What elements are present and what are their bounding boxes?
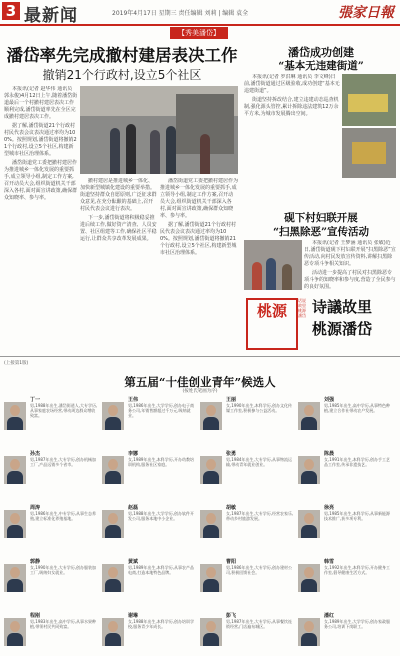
section-title: 最新闻 — [24, 6, 78, 26]
candidate-card — [4, 558, 98, 610]
candidate-card — [200, 504, 294, 556]
candidate-portrait — [298, 402, 320, 430]
candidate-portrait — [4, 564, 26, 592]
candidate-name: 孙杰 — [30, 451, 41, 457]
candidate-portrait — [298, 618, 320, 646]
candidate-portrait — [102, 564, 124, 592]
candidate-portrait — [4, 456, 26, 484]
publicity-event-photo — [244, 240, 302, 290]
candidate-name: 郭静 — [30, 559, 41, 565]
continued-note: (上接第1版) — [4, 361, 29, 366]
candidate-bio: 男,1989年出生,本科学历,从事农产品电商,打造本地特色品牌。 — [128, 565, 194, 575]
right-headline-1b: “基本无违建街道” — [278, 60, 364, 72]
candidate-name: 张勇 — [226, 451, 237, 457]
newspaper-logo: 張家日報 — [338, 5, 394, 21]
right-headline-2b: “扫黑除恶”宣传活动 — [272, 226, 370, 238]
right-paragraph: 本报讯(记者 王梦涵 通讯员 张敏)近日,潘岱街道砚下村妇联开展“扫黑除恶”宣传活动,向村民发放宣传资料,讲解扫黑除恶专项斗争相关知识。 — [304, 240, 396, 267]
candidate-portrait — [200, 510, 222, 538]
page-header — [0, 0, 400, 26]
main-paragraph: 本报讯(记者 赵华伟 通讯员 郭永俊)4月12日上午,随着潘岱街道最后一个村撤村建居表决工作顺利完成,潘岱街道率先在全区完成撤村建居表决工作。 — [4, 86, 78, 120]
candidate-bio: 女,1990年出生,本科学历,创办文化传媒工作室,积极参与公益活动。 — [226, 403, 292, 413]
candidate-card — [102, 396, 196, 448]
candidate-bio: 女,1992年出生,本科学历,开办健身工作室,倡导健康生活方式。 — [324, 565, 390, 575]
main-paragraph: 据了解,潘岱街道21个行政村村民代表会议表决通过率均为100%。按照规划,潘岱街道将撤销21个行政村,设立5个社区,构建新型城市社区治理体系。 — [160, 222, 237, 256]
candidate-bio: 男,1987年出生,大专学历,创办机械加工厂,产品远销多个省市。 — [30, 457, 96, 467]
red-seal-stamp — [246, 298, 298, 350]
candidate-name: 王伟 — [128, 397, 139, 403]
candidate-card — [102, 558, 196, 610]
candidate-bio: 男,1986年出生,大专学历,创办建材公司,积极回馈社会。 — [226, 565, 292, 575]
main-paragraph: 撤村建居是推进城乡一体化、加快新型城镇化建设的重要举措。街道坚持群众自愿原则,广泛征求群众意见,在充分酝酿的基础上,召开村民代表会议进行表决。 — [80, 178, 157, 212]
right-paragraph: 本报讯(记者 罗洪琳 通讯员 李文峰)日前,潘岱街道通过区级验收,成功创建“基本无违建街道”。 — [244, 74, 340, 94]
candidate-card — [298, 504, 392, 556]
candidate-name: 胡敏 — [226, 505, 237, 511]
right-story-2-text — [304, 240, 396, 292]
main-headline: 潘岱率先完成撤村建居表决工作 — [6, 46, 238, 65]
candidate-bio: 女,1989年出生,大学学历,创办家政服务公司,培训下岗职工。 — [324, 619, 390, 629]
right-headline-1a: 潘岱成功创建 — [288, 46, 354, 59]
candidate-card — [298, 612, 392, 664]
candidate-card — [4, 396, 98, 448]
candidate-name: 李娜 — [128, 451, 139, 457]
candidate-portrait — [200, 618, 222, 646]
column-tag: 【秀美潘岱】 — [170, 27, 228, 39]
right-paragraph: 街道坚持拆改结合,建立违建动态巡查机制,强化源头管控,累计拆除违法建筑12万余平方米,为城市发展腾出空间。 — [244, 97, 339, 117]
stamp-text: 桃源 — [256, 302, 287, 320]
candidate-card — [298, 396, 392, 448]
candidate-name: 陈晨 — [324, 451, 335, 457]
candidate-portrait — [200, 456, 222, 484]
candidate-bio: 女,1990年出生,大专学历,创办服装加工厂,吸纳妇女就业。 — [30, 565, 96, 575]
page-number: 3 — [2, 2, 20, 20]
candidate-bio: 男,1985年出生,高中学历,从事特色种植,建立合作社带动农户发展。 — [324, 403, 390, 413]
candidate-name: 彭飞 — [226, 613, 237, 619]
candidate-name: 潘红 — [324, 613, 335, 619]
main-paragraph: 据了解,潘岱街道21个行政村村民代表会议表决通过率均为100%。按照规划,潘岱街道将撤销21个行政村,设立5个社区,构建新型城市社区治理体系。 — [4, 123, 77, 157]
candidate-portrait — [298, 564, 320, 592]
candidate-card — [102, 504, 196, 556]
candidate-portrait — [102, 618, 124, 646]
promo-slogan — [312, 296, 372, 340]
candidate-name: 丁一 — [30, 397, 41, 403]
candidate-card — [200, 450, 294, 502]
candidates-title: 第五届“十佳创业青年”候选人 — [124, 375, 276, 389]
candidate-card — [4, 504, 98, 556]
candidate-name: 曹阳 — [226, 559, 237, 565]
main-story-column-3 — [160, 178, 238, 322]
candidate-portrait — [102, 510, 124, 538]
candidate-name: 赵磊 — [128, 505, 139, 511]
candidate-portrait — [200, 564, 222, 592]
candidate-bio: 女,1987年出生,大专学历,经营农家乐,带动乡村旅游发展。 — [226, 511, 294, 521]
candidate-bio: 女,1989年出生,本科学历,开办幼教培训机构,服务社区家庭。 — [128, 457, 194, 467]
candidate-bio: 男,1984年出生,大专学历,从事物流运输,带动青年就业创业。 — [226, 457, 292, 467]
main-paragraph: 下一步,潘岱街道将积极稳妥推进后续工作,做好资产清查、人员安置、社区组建等工作,确保社区平稳运行,让群众共享改革发展成果。 — [80, 215, 157, 242]
candidate-bio: 男,1988年出生,大学学历,创办软件开发公司,服务本地中小企业。 — [128, 511, 194, 521]
candidate-card — [298, 558, 392, 610]
candidate-bio: 男,1987年出生,大专学历,从事餐饮连锁经营,门店遍布城区。 — [226, 619, 292, 629]
candidate-card — [200, 612, 294, 664]
candidates-subtitle: (按姓氏笔画为序) — [182, 389, 218, 394]
candidate-name: 刘强 — [324, 397, 335, 403]
main-story-photo — [80, 86, 238, 174]
candidate-bio: 男,1985年出生,本科学历,从事新能源技术推广,获多项专利。 — [324, 511, 390, 521]
slogan-line-1: 诗議故里 — [312, 298, 373, 316]
candidate-portrait — [4, 510, 26, 538]
candidate-bio: 女,1991年出生,本科学历,创办手工艺品工作室,传承非遗技艺。 — [324, 457, 390, 467]
stamp-side-text: 话说故里桃源潘岱 — [298, 298, 306, 318]
candidate-card — [4, 450, 98, 502]
main-story-column-1 — [4, 86, 78, 322]
candidate-bio: 男,1986年出生,大学学历,创办电子商务公司,年销售额超过千万元,吸纳就业。 — [128, 403, 194, 418]
slogan-line-2: 桃源潘岱 — [312, 320, 373, 338]
candidate-bio: 男,1988年出生,潘岱街道人,大专学历,从事家庭农场经营,带动周边群众增收致富。 — [30, 403, 98, 418]
candidate-card — [102, 612, 196, 664]
main-story-column-2 — [80, 178, 157, 322]
candidate-name: 徐亮 — [324, 505, 335, 511]
candidate-name: 韩雪 — [324, 559, 335, 565]
main-paragraph: 潘岱街道党工委把撤村建居作为推进城乡一体化发展的重要抓手,成立领导小组,制定工作方案,召开动员大会,组织街道机关干部深入各村,面对面宣讲政策,确保群众知晓率、参与率。 — [4, 160, 78, 201]
candidate-name: 黄斌 — [128, 559, 139, 565]
candidate-portrait — [102, 402, 124, 430]
main-paragraph: 潘岱街道党工委把撤村建居作为推进城乡一体化发展的重要抓手,成立领导小组,制定工作方案,召开动员大会,组织街道机关干部深入各村,面对面宣讲政策,确保群众知晓率、参与率。 — [160, 178, 238, 219]
candidate-portrait — [4, 618, 26, 646]
right-story-1-text — [244, 74, 340, 198]
candidate-portrait — [298, 510, 320, 538]
candidate-card — [200, 396, 294, 448]
candidate-portrait — [298, 456, 320, 484]
section-divider — [0, 356, 400, 357]
candidate-card — [102, 450, 196, 502]
candidate-card — [200, 558, 294, 610]
candidate-card — [298, 450, 392, 502]
candidate-portrait — [102, 456, 124, 484]
candidate-name: 王丽 — [226, 397, 237, 403]
demolition-photo-2 — [342, 128, 396, 178]
right-headline-2a: 砚下村妇联开展 — [284, 212, 358, 224]
candidate-name: 程刚 — [30, 613, 41, 619]
candidate-portrait — [200, 402, 222, 430]
right-paragraph: 活动进一步提高了村民对扫黑除恶专项斗争的知晓率和参与度,营造了全民参与的良好氛围。 — [304, 270, 396, 290]
demolition-photo-1 — [342, 74, 396, 126]
candidate-bio: 男,1986年出生,中专学历,从事生态养殖,建立标准化养殖基地。 — [30, 511, 96, 521]
candidate-card — [4, 612, 98, 664]
main-subhead: 撤销21个行政村,设立5个社区 — [42, 68, 202, 82]
candidate-bio: 男,1983年出生,高中学历,从事水果种植,带领村民共同致富。 — [30, 619, 96, 629]
issue-meta: 2019年4月17日 星期三 责任编辑 刘莉 | 编辑 袁全 — [112, 10, 249, 17]
candidate-name: 周涛 — [30, 505, 41, 511]
candidate-portrait — [4, 402, 26, 430]
candidate-name: 谢琳 — [128, 613, 139, 619]
candidate-bio: 女,1988年出生,本科学历,创办培训学校,服务青少年成长。 — [128, 619, 194, 629]
